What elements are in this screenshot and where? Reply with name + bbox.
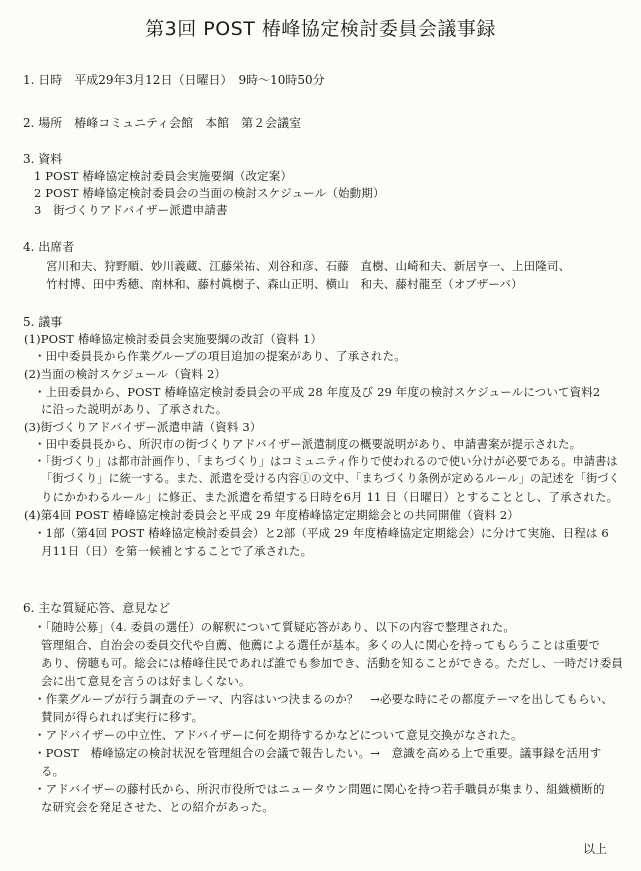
qa-note: ・アドバイザーの中立性、アドバイザーに何を期待するかなどについて意見交換がなされた。 (34, 728, 523, 742)
qa-note: ・アドバイザーの藤村氏から、所沢市役所ではニュータウン問題に関心を持つ若手職員が集まり、組織横断的 (34, 782, 605, 796)
place-line: 2. 場所 椿峰コミュニティ会館 本館 第２会議室 (23, 116, 302, 130)
agenda-note: ・1部（第4回 POST 椿峰協定検討委員会）と2部（平成 29 年度椿峰協定定期総会）に分けて実施、日程は 6 (34, 526, 609, 540)
agenda-note: りにかかわるルール」に修正、また派遣を希望する日時を6月 11 日（日曜日）とすることとし、了承された。 (41, 490, 619, 504)
qa-note: る。 (41, 764, 65, 778)
agenda-item-2: (2)当面の検討スケジュール（資料 2） (24, 367, 227, 381)
qa-note: ・「随時公募」（4. 委員の選任）の解釈について質疑応答があり、以下の内容で整理された。 (34, 620, 515, 634)
qa-heading: 6. 主な質疑応答、意見など (23, 601, 171, 615)
agenda-item-3: (3)街づくりアドバイザー派遣申請（資料 3） (24, 420, 262, 434)
agenda-note: 月11日（日）を第一候補とすることで了承された。 (41, 544, 313, 558)
agenda-note: ・田中委員長から、所沢市の街づくりアドバイザー派遣制度の概要説明があり、申請書案が提示された。 (34, 437, 582, 451)
qa-note: 会に出て意見を言うのは好ましくない。 (41, 674, 251, 688)
materials-item: 3 街づくりアドバイザー派遣申請書 (34, 203, 228, 217)
materials-heading: 3. 資料 (23, 152, 63, 166)
agenda-note: ・「街づくり」は都市計画作り、「まちづくり」はコミュニティ作りで使われるので使い分けが必要である。申請書は (34, 455, 618, 468)
agenda-note: に沿った説明があり、了承された。 (41, 402, 228, 416)
materials-item: 2 POST 椿峰協定検討委員会の当面の検討スケジュール（始動期） (34, 186, 385, 200)
datetime-line: 1. 日時 平成29年3月12日（日曜日） 9時～10時50分 (23, 73, 325, 87)
qa-note: 管理組合、自治会の委員交代や自薦、他薦による選任が基本。多くの人に関心を持ってもらうことは重要で (41, 638, 601, 652)
qa-note: ・POST 椿峰協定の検討状況を管理組合の会議で報告したい。→ 意識を高める上で重要。議事録を活用す (34, 746, 602, 760)
qa-note: あり、傍聴も可。総会には椿峰住民であれば誰でも参加でき、活動を知ることができる。ただし、一時だけ委員 (41, 656, 624, 670)
attendees-line: 竹村博、田中秀穂、南林和、藤村眞樹子、森山正明、横山 和夫、藤村龍至（オブザーバ） (46, 277, 523, 291)
agenda-note: ・田中委員長から作業グループの項目追加の提案があり、了承された。 (34, 349, 406, 363)
attendees-heading: 4. 出席者 (23, 240, 75, 254)
agenda-item-1: (1)POST 椿峰協定検討委員会実施要綱の改訂（資料 1） (24, 332, 323, 346)
agenda-note: ・上田委員から、POST 椿峰協定検討委員会の平成 28 年度及び 29 年度の検討スケジュールについて資料2 (34, 385, 601, 399)
qa-note: 賛同が得られれば実行に移す。 (41, 710, 204, 724)
agenda-note: 「街づくり」に統一する。また、派遣を受ける内容①の文中、「まちづくり条例が定めるルール」の記述を「街づく (41, 472, 620, 485)
closing-mark: 以上 (582, 842, 607, 856)
agenda-heading: 5. 議事 (23, 315, 63, 329)
agenda-item-4: (4)第4回 POST 椿峰協定検討委員会と平成 29 年度椿峰協定定期総会との共同開催（資料 2） (24, 508, 520, 522)
qa-note: ・作業グループが行う調査のテーマ、内容はいつ決まるのか？ →必要な時にその都度テーマを出してもらい、 (34, 692, 614, 706)
materials-item: 1 POST 椿峰協定検討委員会実施要綱（改定案） (34, 169, 293, 183)
document-title: 第3回 POST 椿峰協定検討委員会議事録 (145, 18, 496, 40)
attendees-line: 宮川和夫、狩野順、妙川義蔵、江藤栄祐、刈谷和彦、石藤 直樹、山崎和夫、新居亨一、上田隆司、 (46, 259, 571, 273)
qa-note: な研究会を発足させた、との紹介があった。 (41, 800, 274, 814)
